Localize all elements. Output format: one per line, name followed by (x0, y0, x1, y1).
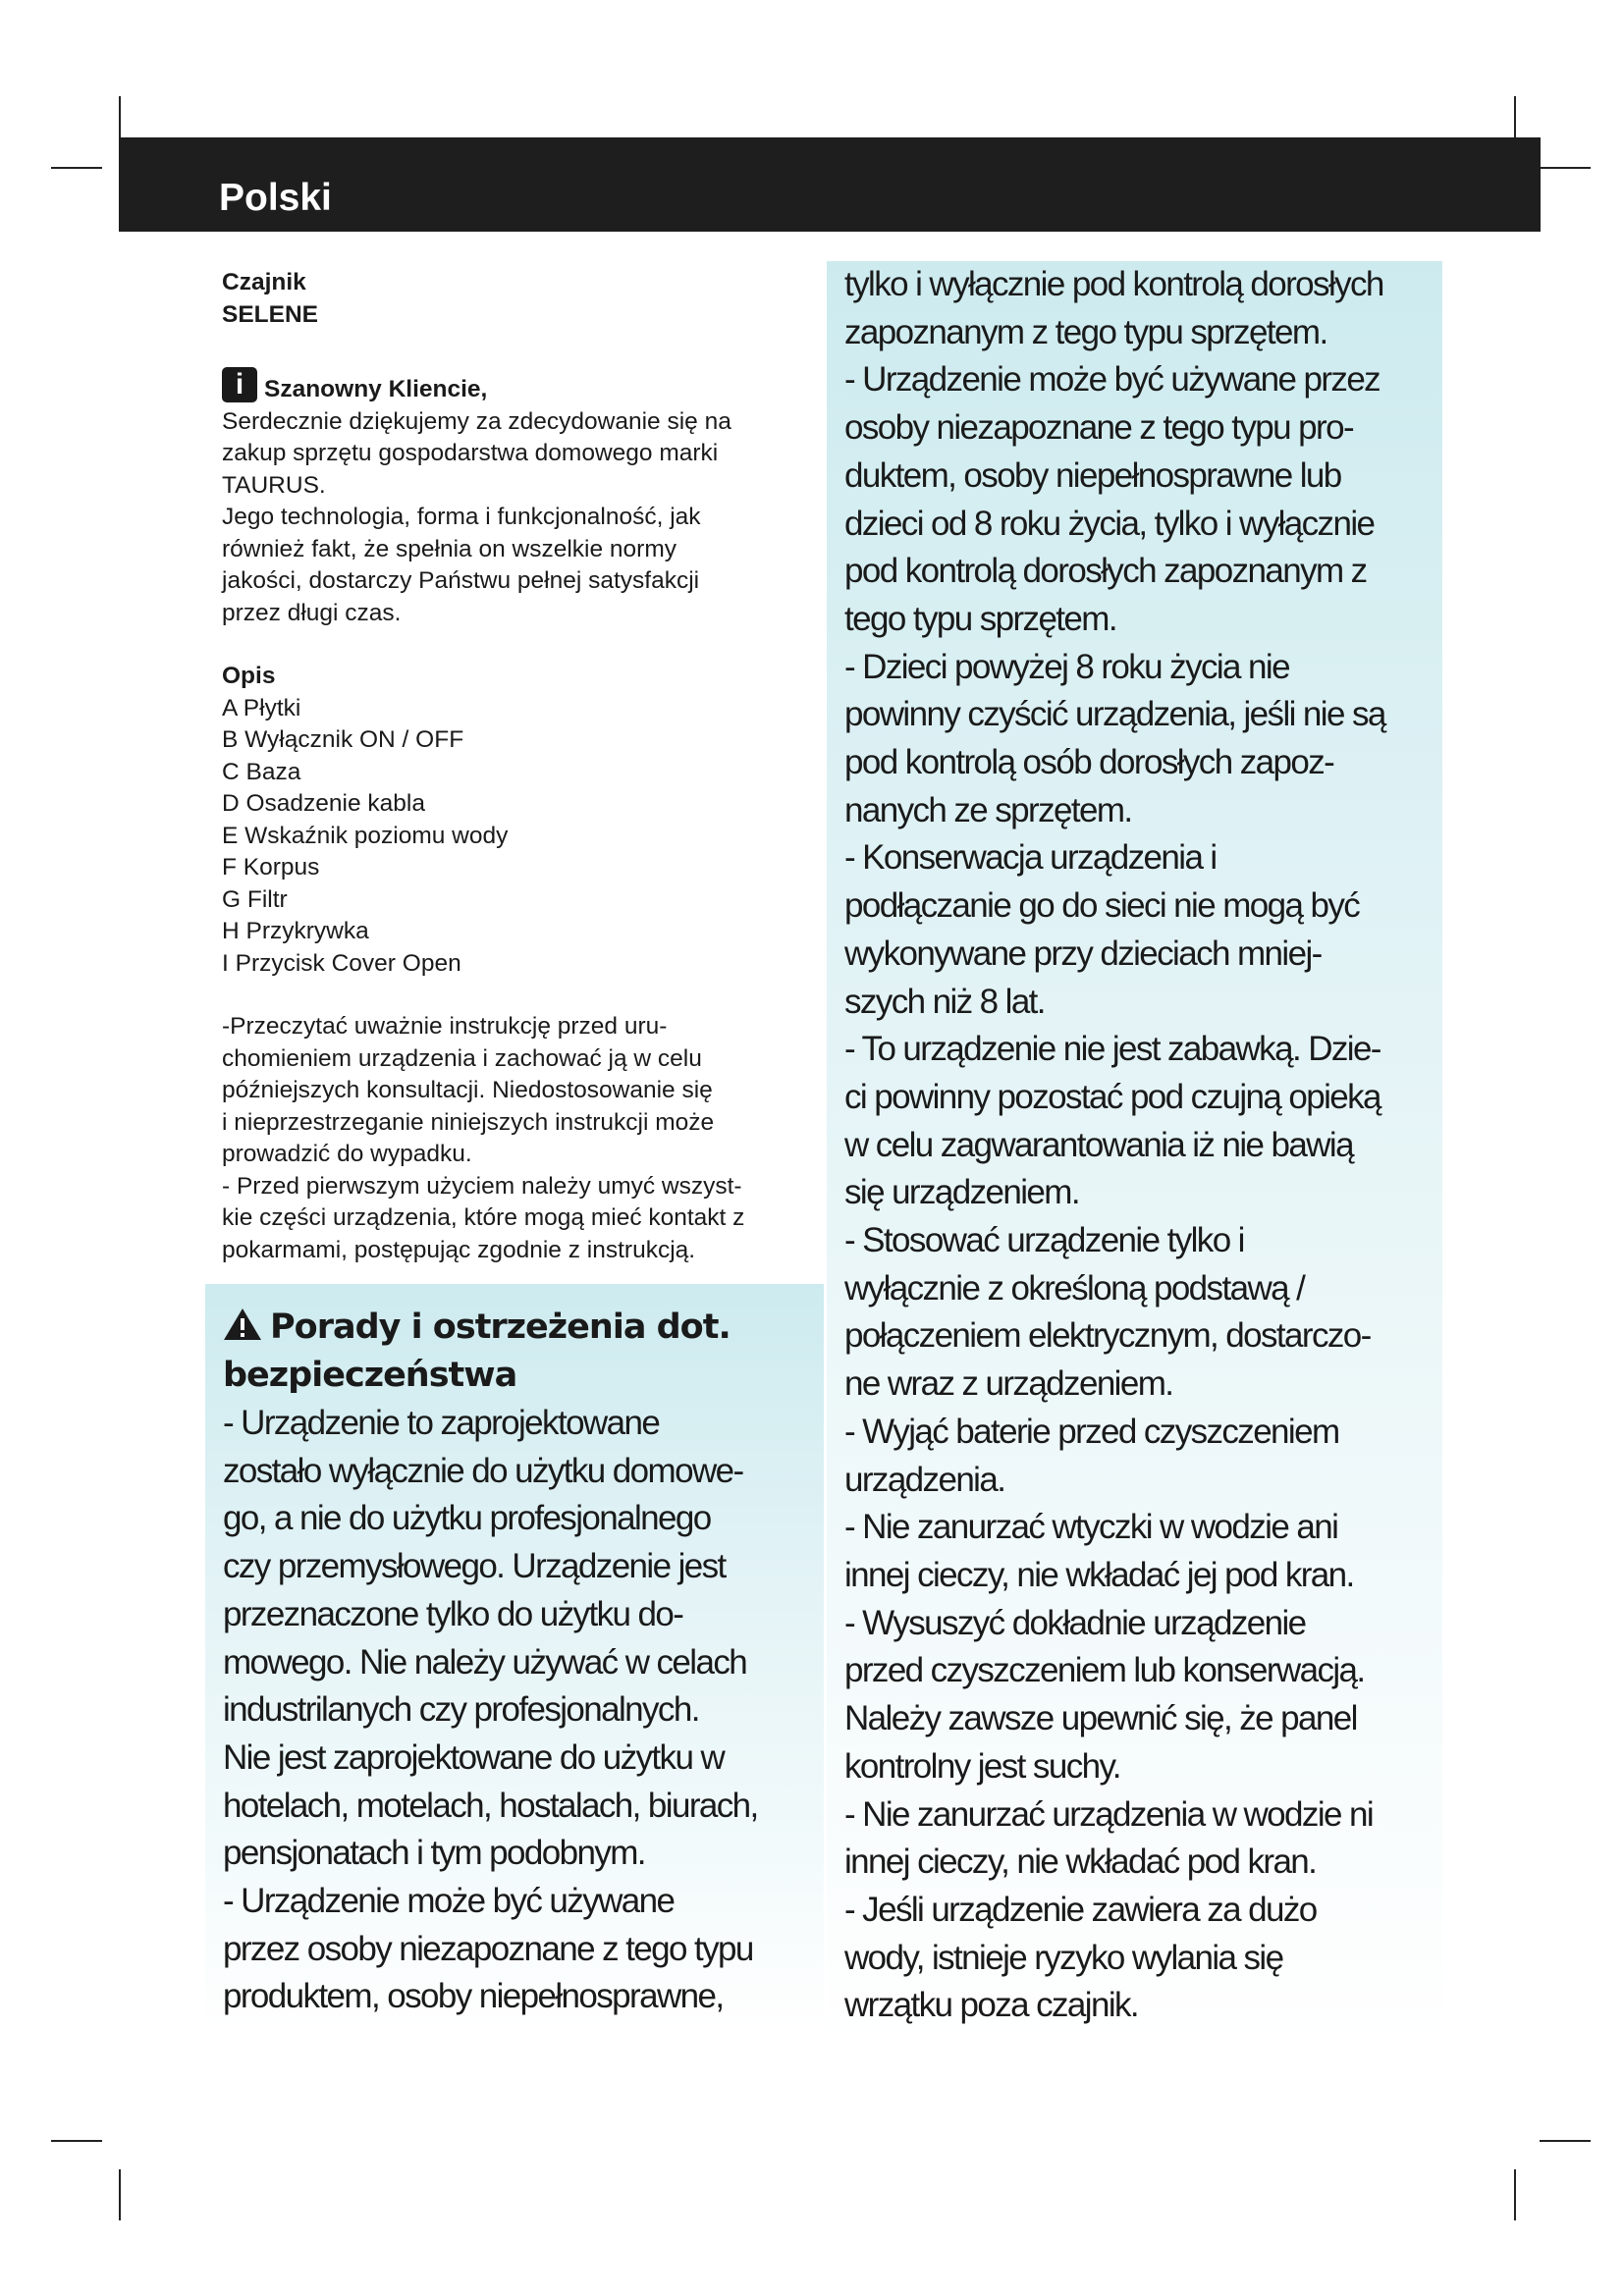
notes-line: - Przed pierwszym użyciem należy umyć wszyst- (222, 1172, 742, 1200)
notes-line: chomieniem urządzenia i zachować ją w celu (222, 1044, 702, 1072)
intro-paragraph (222, 406, 811, 630)
right-line: tego typu sprzętem. (844, 599, 1116, 638)
right-line: przed czyszczeniem lub konserwacją. (844, 1651, 1365, 1690)
safety-line: przeznaczone tylko do użytku do- (223, 1594, 683, 1633)
right-line: - Konserwacja urządzenia i (844, 838, 1217, 878)
safety-line: industrilanych czy profesjonalnych. (223, 1690, 699, 1730)
right-line: innej cieczy, nie wkładać jej pod kran. (844, 1555, 1354, 1594)
right-column (827, 261, 1442, 2046)
safety-heading (223, 1304, 817, 1352)
notes-line: -Przeczytać uważnie instrukcję przed uru- (222, 1013, 668, 1040)
right-line: ne wraz z urządzeniem. (844, 1364, 1173, 1404)
right-line: wyłącznie z określoną podstawą / (844, 1268, 1305, 1308)
crop-mark-bottom-left-h (51, 2140, 102, 2142)
description-item: H Przykrywka (222, 918, 369, 944)
right-line: się urządzeniem. (844, 1173, 1079, 1212)
right-line: - Urządzenie może być używane przez (844, 360, 1380, 400)
right-line: połączeniem elektrycznym, dostarczo- (844, 1316, 1371, 1356)
product-model: SELENE (222, 300, 319, 328)
notes-paragraph (222, 1011, 811, 1266)
safety-heading-line1: Porady i ostrzeżenia dot. (270, 1308, 731, 1347)
right-line: w celu zagwarantowania iż nie bawią (844, 1125, 1353, 1164)
description-item: F Korpus (222, 854, 320, 881)
intro-line: jakości, dostarczy Państwu pełnej satysfakcji (222, 567, 700, 594)
safety-line: zostało wyłącznie do użytku domowe- (223, 1451, 743, 1490)
safety-line: - Urządzenie może być używane (223, 1882, 675, 1921)
intro-line: przez długi czas. (222, 599, 402, 626)
notes-line: pokarmami, postępując zgodnie z instrukcją. (222, 1236, 696, 1263)
right-line: powinny czyścić urządzenia, jeśli nie są (844, 695, 1385, 734)
greeting-text: Szanowny Kliencie, (264, 376, 488, 402)
right-line: podłączanie go do sieci nie mogą być (844, 886, 1360, 926)
right-line: tylko i wyłącznie pod kontrolą dorosłych (844, 265, 1383, 303)
right-line: - Nie zanurzać urządzenia w wodzie ni (844, 1794, 1374, 1834)
right-line: wrzątku poza czajnik. (844, 1986, 1139, 2025)
right-line: - Wyjąć baterie przed czyszczeniem (844, 1412, 1339, 1451)
right-line: innej cieczy, nie wkładać pod kran. (844, 1842, 1317, 1882)
description-item: E Wskaźnik poziomu wody (222, 822, 509, 849)
language-header-bar (119, 137, 1541, 232)
right-line: szych niż 8 lat. (844, 982, 1045, 1021)
right-column-text (844, 261, 1438, 2030)
safety-heading-line2: bezpieczeństwa (223, 1356, 517, 1395)
right-line: pod kontrolą dorosłych zapoznanym z (844, 552, 1367, 591)
safety-section (205, 1284, 824, 2032)
crop-mark-bottom-left-v (119, 2169, 121, 2220)
description-list (222, 693, 811, 981)
description-item: I Przycisk Cover Open (222, 949, 461, 977)
right-line: Należy zawsze upewnić się, że panel (844, 1699, 1357, 1738)
safety-line: produktem, osoby niepełnosprawne, (223, 1977, 724, 2016)
notes-line: kie części urządzenia, które mogą mieć kontakt z (222, 1204, 745, 1231)
safety-text (223, 1400, 817, 2021)
right-line: - To urządzenie nie jest zabawką. Dzie- (844, 1030, 1380, 1069)
description-item: G Filtr (222, 885, 288, 913)
intro-line: Serdecznie dziękujemy za zdecydowanie się na (222, 407, 731, 435)
right-line: duktem, osoby niepełnosprawne lub (844, 455, 1341, 495)
right-line: urządzenia. (844, 1460, 1005, 1499)
intro-line: zakup sprzętu gospodarstwa domowego marki (222, 440, 719, 466)
notes-line: i nieprzestrzeganie niniejszych instrukcji może (222, 1108, 715, 1136)
safety-line: Nie jest zaprojektowane do użytku w (223, 1737, 725, 1777)
crop-mark-top-right-h (1540, 167, 1591, 169)
right-line: - Jeśli urządzenie zawiera za dużo (844, 1890, 1317, 1929)
warning-icon (223, 1308, 262, 1341)
right-line: wody, istnieje ryzyko wylania się (844, 1938, 1283, 1977)
safety-line: mowego. Nie należy używać w celach (223, 1642, 747, 1682)
safety-line: przez osoby niezapoznane z tego typu (223, 1929, 753, 1968)
safety-line: - Urządzenie to zaprojektowane (223, 1404, 660, 1442)
right-line: dzieci od 8 roku życia, tylko i wyłącznie (844, 504, 1375, 543)
description-title: Opis (222, 663, 276, 689)
description-item: A Płytki (222, 694, 301, 721)
intro-line: TAURUS. (222, 471, 326, 499)
safety-line: pensjonatach i tym podobnym. (223, 1834, 645, 1873)
safety-line: hotelach, motelach, hostalach, biurach, (223, 1786, 758, 1825)
right-line: - Nie zanurzać wtyczki w wodzie ani (844, 1508, 1338, 1547)
right-line: - Wysuszyć dokładnie urządzenie (844, 1603, 1306, 1642)
right-line: ci powinny pozostać pod czujną opieką (844, 1077, 1380, 1116)
right-line: - Dzieci powyżej 8 roku życia nie (844, 647, 1289, 686)
crop-mark-bottom-right-v (1514, 2169, 1516, 2220)
description-item: D Osadzenie kabla (222, 790, 426, 817)
greeting-row (222, 362, 811, 406)
right-line: wykonywane przy dzieciach mniej- (844, 934, 1322, 973)
crop-mark-top-left-h (51, 167, 102, 169)
left-column (222, 267, 811, 1266)
notes-line: prowadzić do wypadku. (222, 1141, 472, 1167)
right-line: nanych ze sprzętem. (844, 790, 1132, 829)
info-icon: i (222, 367, 257, 402)
right-line: - Stosować urządzenie tylko i (844, 1221, 1244, 1260)
notes-line: późniejszych konsultacji. Niedostosowanie się (222, 1077, 713, 1103)
language-title: Polski (219, 177, 332, 219)
crop-mark-bottom-right-h (1540, 2140, 1591, 2142)
intro-line: Jego technologia, forma i funkcjonalność, jak (222, 504, 701, 530)
right-line: osoby niezapoznane z tego typu pro- (844, 408, 1353, 448)
right-line: pod kontrolą osób dorosłych zapoz- (844, 743, 1334, 782)
safety-line: go, a nie do użytku profesjonalnego (223, 1499, 711, 1538)
intro-line: również fakt, że spełnia on wszelkie normy (222, 535, 677, 562)
safety-line: czy przemysłowego. Urządzenie jest (223, 1547, 726, 1586)
description-item: B Wyłącznik ON / OFF (222, 726, 464, 753)
right-line: kontrolny jest suchy. (844, 1746, 1120, 1786)
description-item: C Baza (222, 758, 301, 785)
product-type: Czajnik (222, 269, 306, 295)
right-line: zapoznanym z tego typu sprzętem. (844, 312, 1327, 351)
